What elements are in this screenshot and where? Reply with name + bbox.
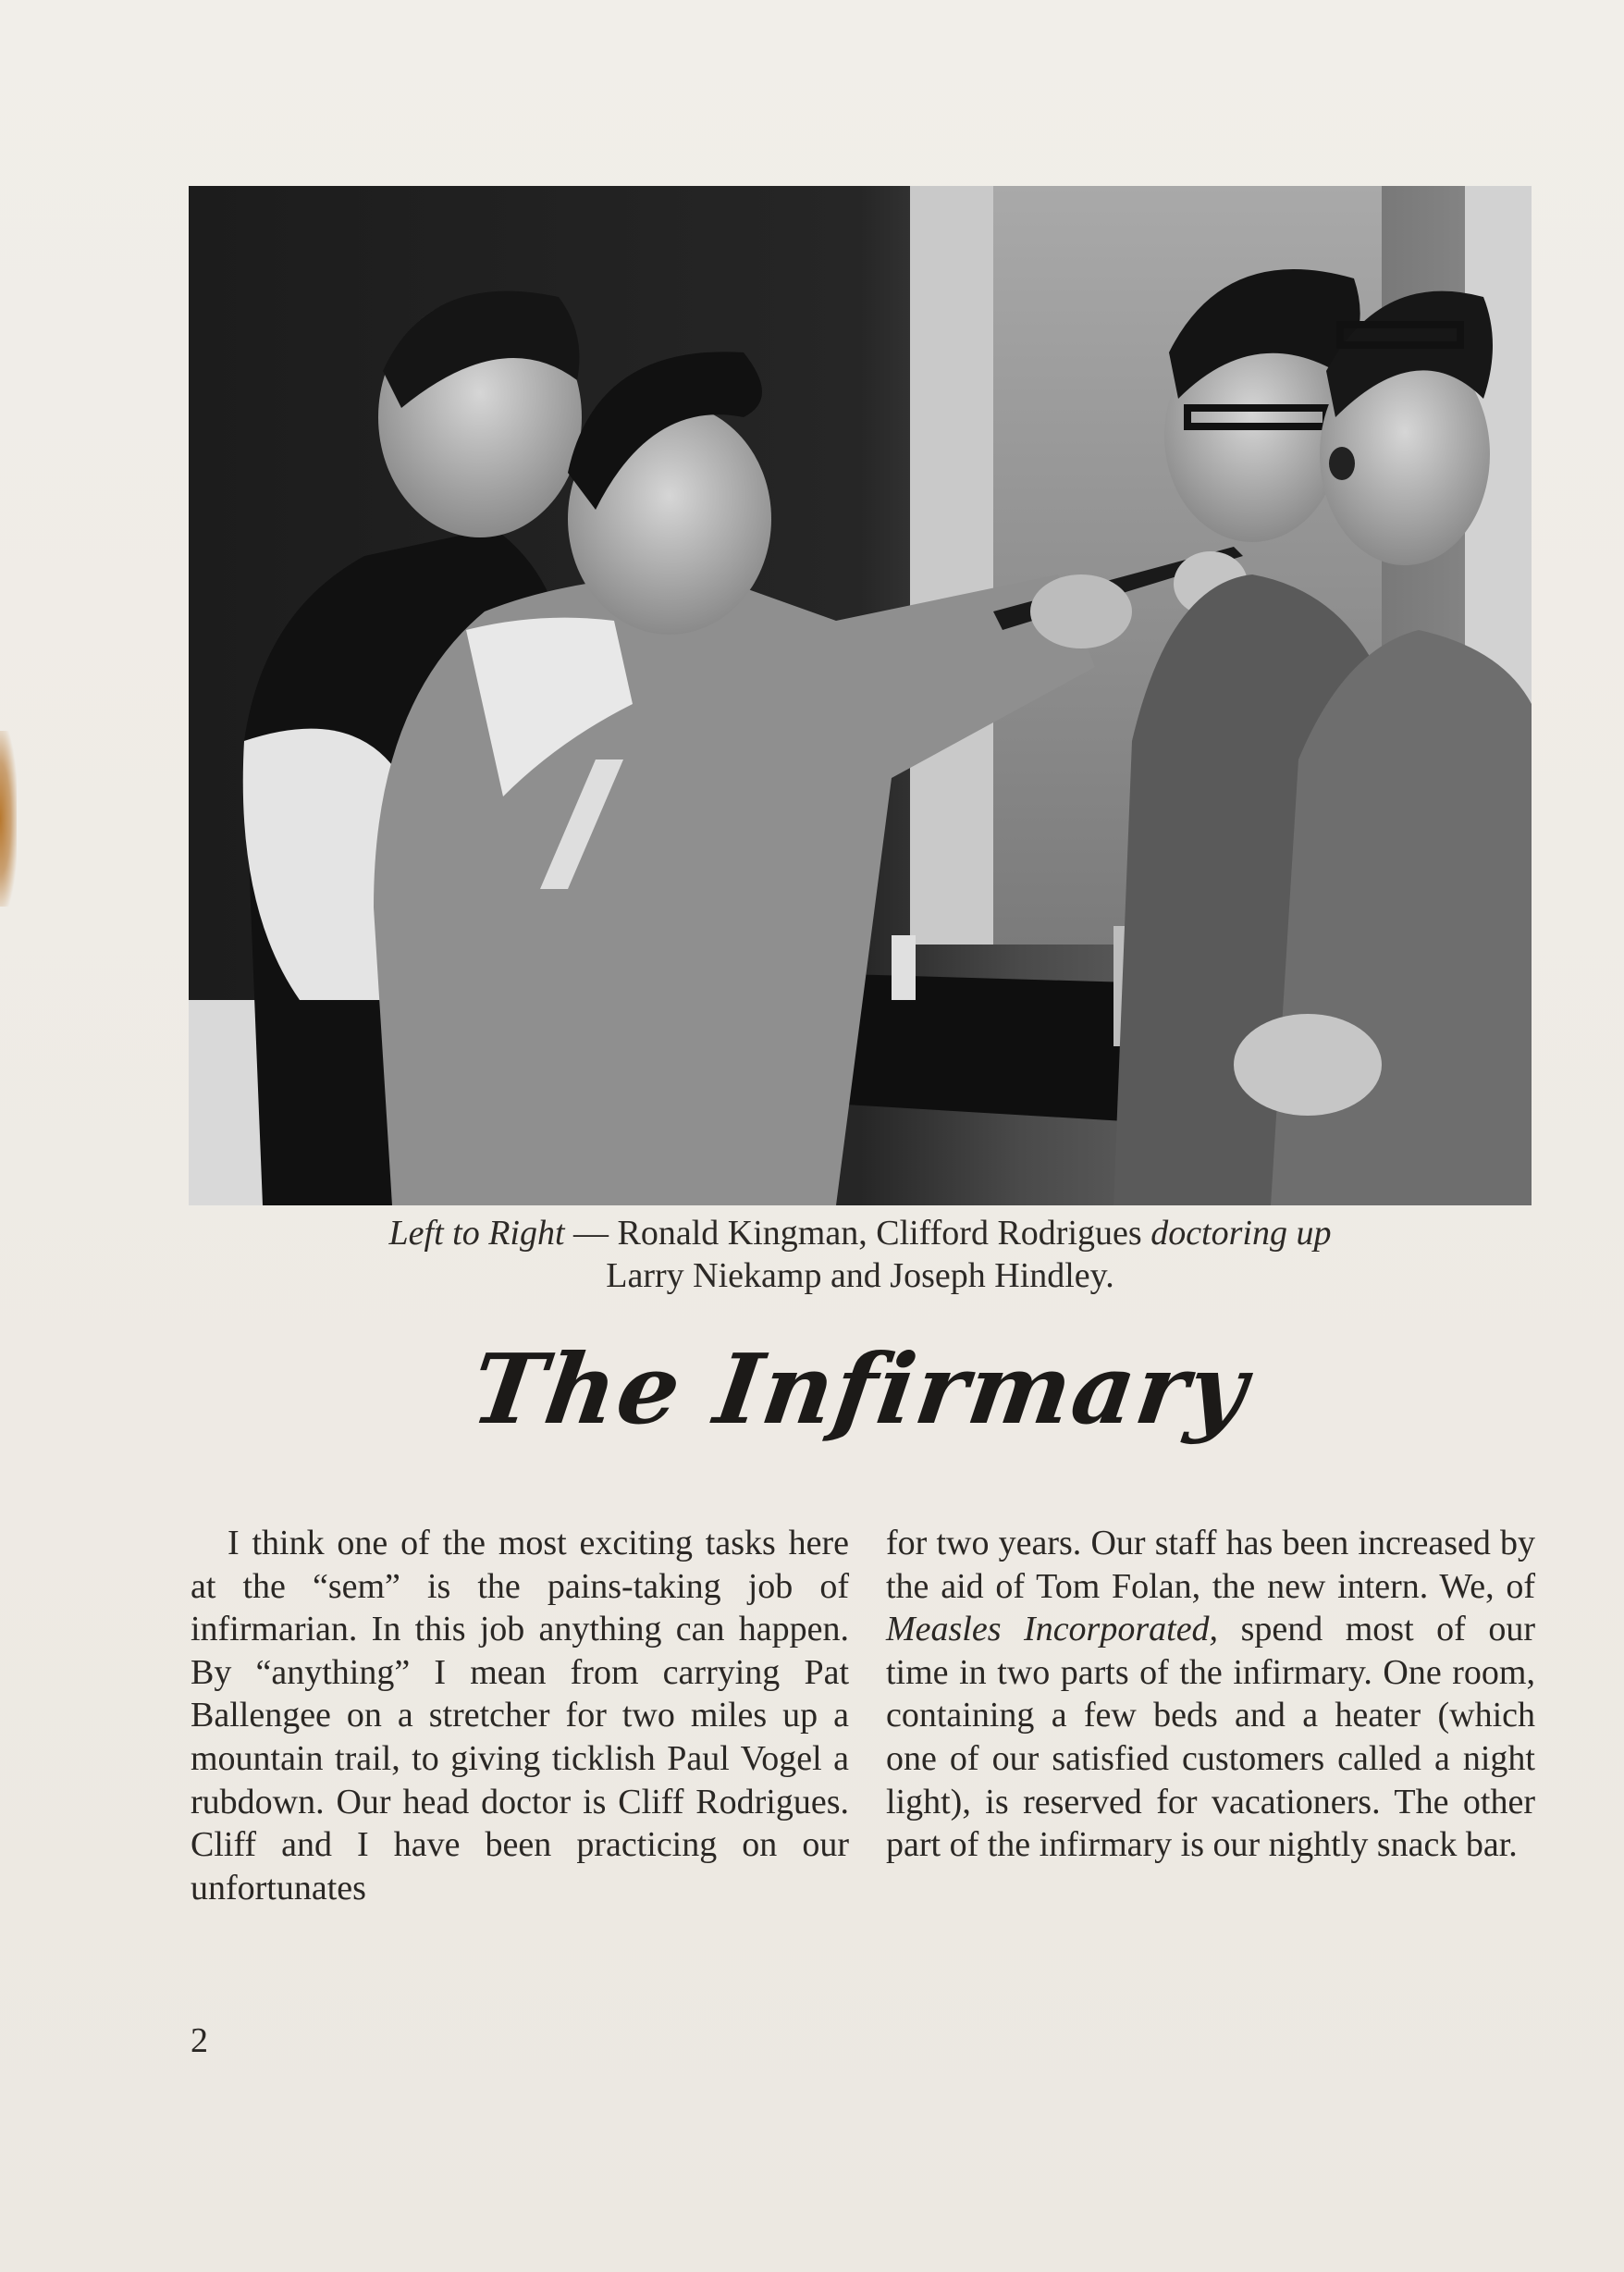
article-left-column bbox=[191, 1522, 849, 1909]
caption-prefix: Left to Right bbox=[388, 1214, 565, 1253]
right-column-italic: Measles Incorporated, bbox=[886, 1610, 1219, 1649]
caption-dash: — bbox=[564, 1214, 618, 1253]
caption-italic-phrase: doctoring up bbox=[1150, 1214, 1332, 1253]
photograph bbox=[189, 186, 1532, 1205]
page-number: 2 bbox=[191, 2021, 208, 2060]
caption-line-1 bbox=[189, 1212, 1532, 1254]
photo-caption bbox=[189, 1212, 1532, 1297]
caption-names: Ronald Kingman, Clifford Rodrigues bbox=[617, 1214, 1151, 1253]
article-title: The Infirmary bbox=[464, 1332, 1256, 1446]
article-right-column bbox=[886, 1522, 1535, 1867]
caption-line-2: Larry Niekamp and Joseph Hindley. bbox=[606, 1256, 1114, 1295]
paper-stain bbox=[0, 731, 17, 907]
right-column-text-2: spend most of our time in two parts of the infirmary. One room, containing a few beds and a heater (which one of our satisfied customers called a night light), is reserved for vacationers. The other part of the infirmary is our nightly snack bar. bbox=[886, 1610, 1535, 1865]
left-column-text: I think one of the most exciting tasks here at the “sem” is the pains-taking job of infirmarian. In this job anything can happen. By “anything” I mean from carrying Pat Ballengee on a stretcher for two miles up a mountain trail, to giving ticklish Paul Vogel a rubdown. Our head doctor is Cliff Rodrigues. Cliff and I have been practicing on our unfortunates bbox=[191, 1524, 849, 1908]
right-column-text-1: for two years. Our staff has been increased by the aid of Tom Folan, the new intern. We, of bbox=[886, 1524, 1535, 1606]
right-column-paragraph bbox=[886, 1522, 1535, 1867]
